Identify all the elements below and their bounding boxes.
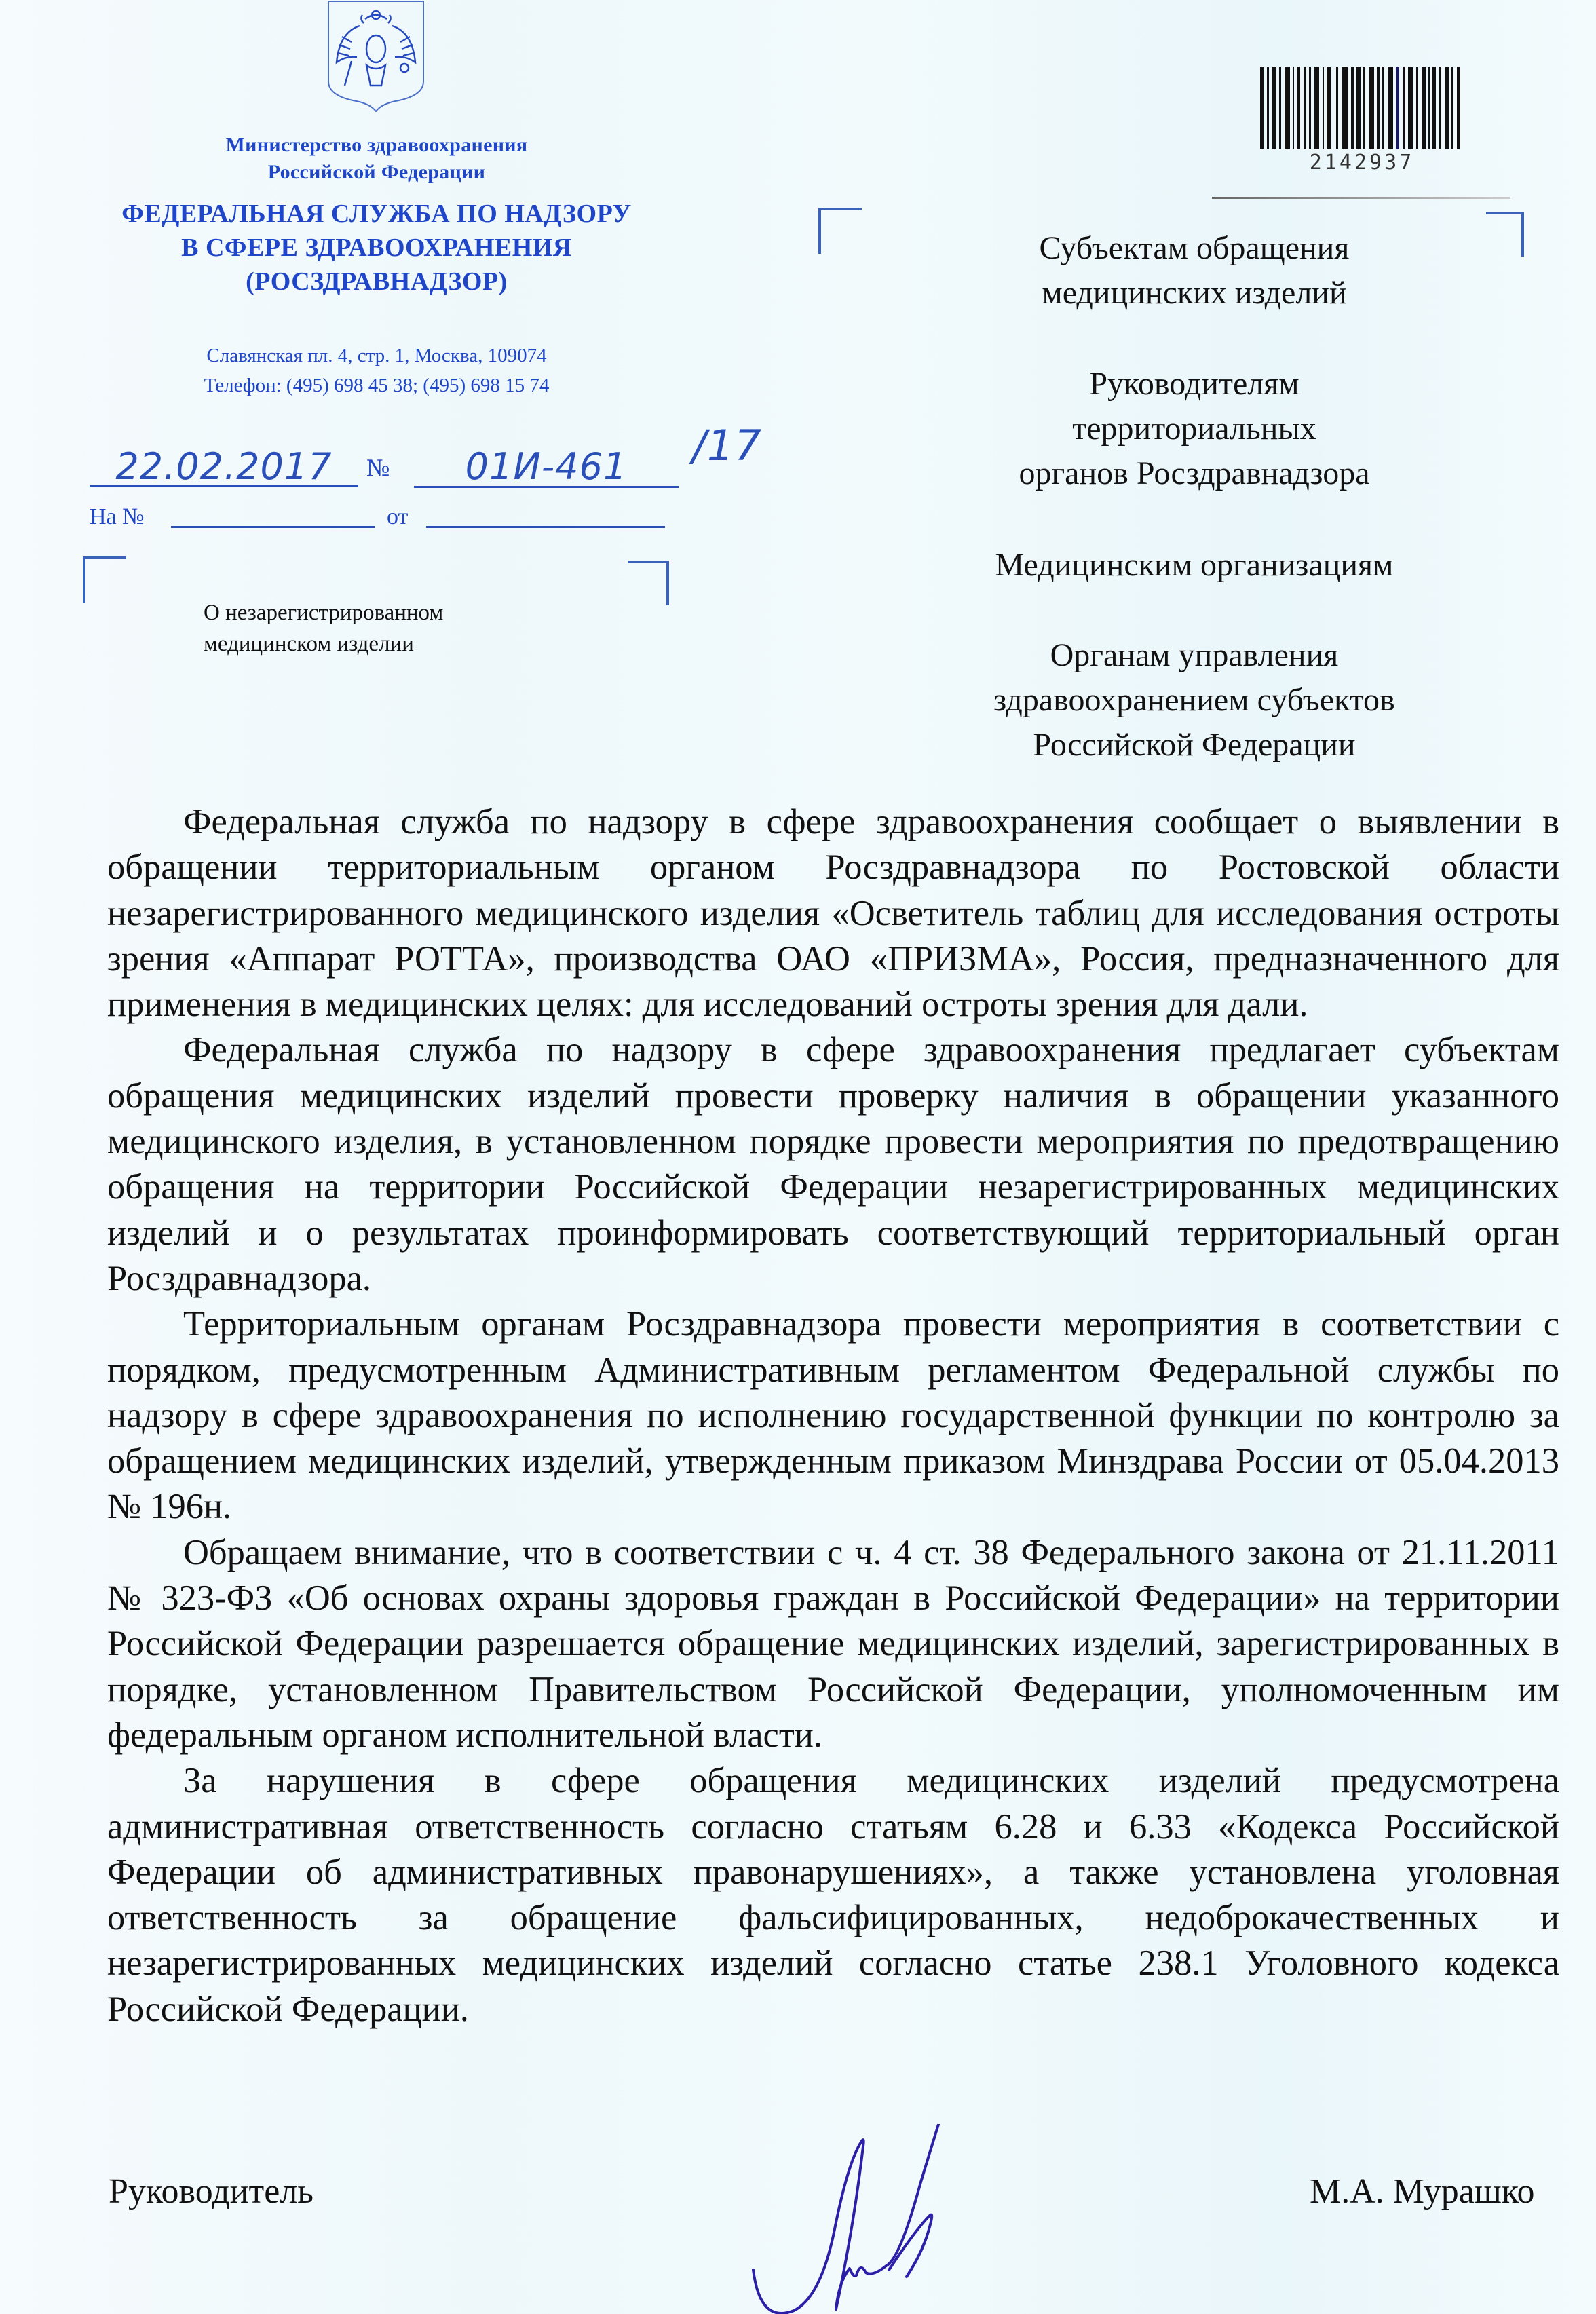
divider-line — [1212, 197, 1510, 199]
addressee-corner-left — [818, 208, 862, 254]
body-paragraph: Федеральная служба по надзору в сфере здравоохранения сообщает о выявлении в обращении территориальным органом Росздравнадзора по Ростовской области незарегистрированного медицинского изделия «Осветитель таблиц для исследования остроты зрения «Аппарат РОТТА», производства ОАО «ПРИЗМА», Россия, предназначенного для применения в медицинских целях: для исследований остроты зрения для дали. — [107, 802, 1559, 1025]
signatory-name: М.А. Мурашко — [1310, 2172, 1535, 2211]
reply-from-label: от — [387, 504, 408, 529]
ministry-name: Министерство здравоохранения Российской Федерации — [225, 134, 528, 183]
body-paragraph: Федеральная служба по надзору в сфере здравоохранения предлагает субъектам обращения медицинских изделий провести проверку наличия в обращении указанного медицинского изделия, в установленном порядке провести мероприятия по предотвращению обращения на территории Российской Федерации незарегистрированных медицинских изделий и о результатах проинформировать соответствующий территориальный орган Росздравнадзора. — [107, 1030, 1559, 1298]
handwritten-signature-icon — [740, 2124, 1092, 2314]
barcode-icon — [1260, 67, 1464, 149]
reply-reference-line — [81, 499, 679, 537]
addressee-territorial-heads: Руководителям территориальных органов Росздравнадзора — [1019, 366, 1370, 491]
addressee-medical-device-subjects: Субъектам обращения медицинских изделий — [1039, 230, 1350, 311]
addressee-medical-organizations: Медицинским организациям — [995, 547, 1394, 583]
reply-to-label: На № — [90, 504, 145, 529]
coat-of-arms-icon — [324, 0, 428, 112]
registration-line — [81, 421, 762, 489]
registration-number-suffix: /17 — [692, 421, 762, 470]
number-label: № — [366, 454, 390, 481]
body-paragraph: За нарушения в сфере обращения медицинских изделий предусмотрена административная ответственность согласно статьям 6.28 и 6.33 «Кодекса Российской Федерации об административных правонарушениях», а также установлена уголовная ответственность за обращение фальсифицированных, недоброкачественных и незарегистрированных медицинских изделий согласно статье 238.1 Уголовного кодекса Российской Федерации. — [107, 1761, 1559, 2029]
signatory-title: Руководитель — [109, 2172, 314, 2211]
subject-line: О незарегистрированном медицинском изделии — [204, 601, 444, 656]
address-line: Славянская пл. 4, стр. 1, Москва, 109074 — [206, 345, 547, 366]
barcode-number: 2142937 — [1309, 151, 1415, 174]
service-address — [81, 341, 672, 400]
subject-corner-left — [83, 556, 126, 603]
subject-corner-right — [628, 561, 669, 605]
reply-date-blank — [426, 526, 665, 528]
registration-date: 22.02.2017 — [90, 445, 358, 487]
letter-body — [107, 799, 1559, 2032]
phone-line: Телефон: (495) 698 45 38; (495) 698 15 74 — [204, 375, 550, 396]
addressee-health-authorities: Органам управления здравоохранением субъектов Российской Федерации — [993, 637, 1395, 763]
body-paragraph: Обращаем внимание, что в соответствии с ч. 4 ст. 38 Федерального закона от 21.11.2011 № 323-ФЗ «Об основах охраны здоровья граждан в Российской Федерации» на территории Российской Федерации разрешается обращение медицинских изделий, зарегистрированных в порядке, установленном Правительством Российской Федерации, уполномоченным им федеральным органом исполнительной власти. — [107, 1532, 1559, 1755]
registration-number: 01И-461 — [414, 445, 679, 488]
service-name: ФЕДЕРАЛЬНАЯ СЛУЖБА ПО НАДЗОРУ В СФЕРЕ ЗДРАВООХРАНЕНИЯ (РОСЗДРАВНАДЗОР) — [121, 200, 632, 296]
reply-number-blank — [171, 526, 375, 528]
body-paragraph: Территориальным органам Росздравнадзора провести мероприятия в соответствии с порядком, предусмотренным Административным регламентом Федеральной службы по надзору в сфере здравоохранения по исполнению государственной функции по контролю за обращением медицинских изделий, утвержденным приказом Минздрава России от 05.04.2013 № 196н. — [107, 1304, 1559, 1527]
